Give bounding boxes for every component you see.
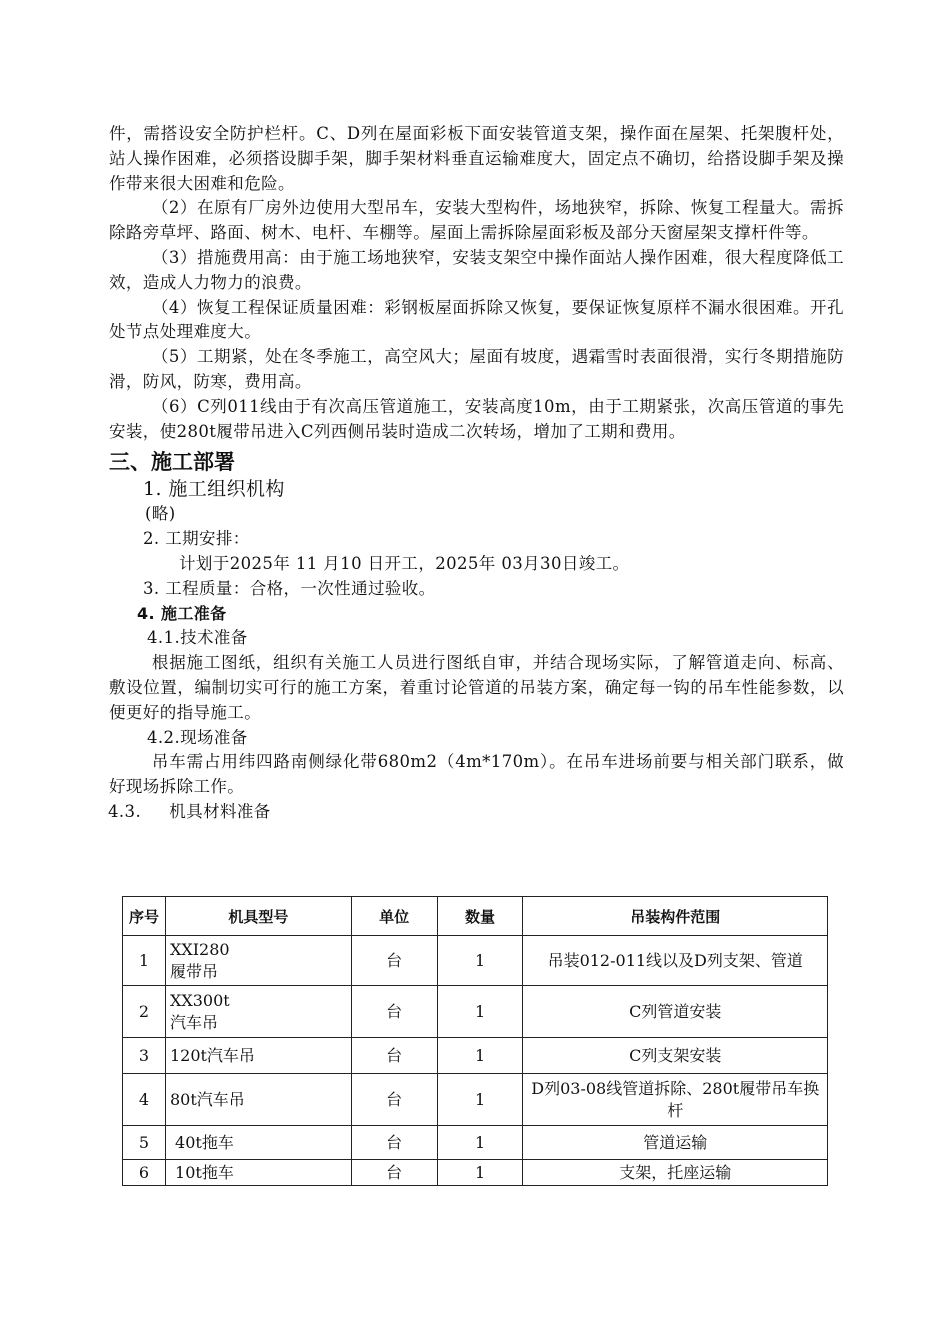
heading-site-prep: 4.2.现场准备 <box>147 727 248 747</box>
heading-quality: 3. 工程质量：合格，一次性通过验收。 <box>143 578 436 598</box>
table-row <box>123 936 828 986</box>
cell-unit: 台 <box>351 1126 437 1160</box>
cell-index: 2 <box>123 986 166 1038</box>
heading-schedule: 2. 工期安排： <box>143 529 250 549</box>
cell-index: 1 <box>123 936 166 986</box>
paragraph-item-4: （4）恢复工程保证质量困难：彩钢板屋面拆除又恢复，要保证恢复原样不漏水很困难。开孔处节点处理难度大。 <box>109 297 844 342</box>
heading-technical-prep: 4.1.技术准备 <box>147 628 248 648</box>
cell-qty: 1 <box>437 1074 523 1126</box>
cell-scope: D列03-08线管道拆除、280t履带吊车换杆 <box>523 1074 828 1126</box>
cell-scope: 吊装012-011线以及D列支架、管道 <box>523 936 828 986</box>
col-header-qty: 数量 <box>437 897 523 936</box>
paragraph-continued: 件，需搭设安全防护栏杆。C、D列在屋面彩板下面安装管道支架，操作面在屋架、托架腹杆处，站人操作困难，必须搭设脚手架，脚手架材料垂直运输难度大，固定点不确切，给搭设脚手架及操作带来很大困难和危险。 <box>109 124 844 193</box>
col-header-unit: 单位 <box>351 897 437 936</box>
cell-model: 80t汽车吊 <box>165 1074 351 1126</box>
cell-scope: 支架，托座运输 <box>523 1160 828 1186</box>
col-header-scope: 吊装构件范围 <box>523 897 828 936</box>
cell-unit: 台 <box>351 1074 437 1126</box>
cell-index: 5 <box>123 1126 166 1160</box>
cell-model: XX300t 汽车吊 <box>165 986 351 1038</box>
table-row <box>123 986 828 1038</box>
heading-preparation: 4. 施工准备 <box>137 603 227 623</box>
document-body <box>109 122 844 825</box>
cell-unit: 台 <box>351 1038 437 1074</box>
schedule-text: 计划于2025年 11 月10 日开工，2025年 03月30日竣工。 <box>179 553 630 573</box>
cell-qty: 1 <box>437 1038 523 1074</box>
equipment-table <box>122 896 828 1186</box>
table-row <box>123 1074 828 1126</box>
paragraph-item-5: （5）工期紧，处在冬季施工，高空风大；屋面有坡度，遇霜雪时表面很滑，实行冬期措施防滑，防风，防寒，费用高。 <box>109 347 844 391</box>
cell-qty: 1 <box>437 936 523 986</box>
cell-unit: 台 <box>351 1160 437 1186</box>
table-row <box>123 1160 828 1186</box>
cell-qty: 1 <box>437 1126 523 1160</box>
cell-model: XXI280 履带吊 <box>165 936 351 986</box>
note-omitted: (略) <box>145 504 176 524</box>
cell-unit: 台 <box>351 936 437 986</box>
table-row <box>123 1038 828 1074</box>
cell-qty: 1 <box>437 986 523 1038</box>
cell-index: 4 <box>123 1074 166 1126</box>
cell-scope: C列管道安装 <box>523 986 828 1038</box>
cell-scope: 管道运输 <box>523 1126 828 1160</box>
cell-index: 3 <box>123 1038 166 1074</box>
cell-model: 40t拖车 <box>165 1126 351 1160</box>
paragraph-item-3: （3）措施费用高：由于施工场地狭窄，安装支架空中操作面站人操作困难，很大程度降低工效，造成人力物力的浪费。 <box>109 247 844 292</box>
section-title: 三、施工部署 <box>109 450 235 475</box>
technical-prep-text: 根据施工图纸，组织有关施工人员进行图纸自审，并结合现场实际，了解管道走向、标高、敷设位置，编制切实可行的施工方案，着重讨论管道的吊装方案，确定每一钩的吊车性能参数，以便更好的指导施工。 <box>109 653 844 722</box>
heading-equipment-prep: 4.3. 机具材料准备 <box>108 801 271 821</box>
cell-model: 120t汽车吊 <box>165 1038 351 1074</box>
cell-scope: C列支架安装 <box>523 1038 828 1074</box>
col-header-model: 机具型号 <box>165 897 351 936</box>
site-prep-text: 吊车需占用纬四路南侧绿化带680m2（4m*170m）。在吊车进场前要与相关部门联系，做好现场拆除工作。 <box>109 752 844 797</box>
cell-unit: 台 <box>351 986 437 1038</box>
paragraph-item-6: （6）C列011线由于有次高压管道施工，安装高度10m，由于工期紧张，次高压管道的事先安装，使280t履带吊进入C列西侧吊装时造成二次转场，增加了工期和费用。 <box>109 396 844 441</box>
paragraph-item-2: （2）在原有厂房外边使用大型吊车，安装大型构件，场地狭窄，拆除、恢复工程量大。需拆除路旁草坪、路面、树木、电杆、车棚等。屋面上需拆除屋面彩板及部分天窗屋架支撑杆件等。 <box>109 198 844 243</box>
cell-model: 10t拖车 <box>165 1160 351 1186</box>
heading-org-structure: 1. 施工组织机构 <box>143 478 285 501</box>
cell-qty: 1 <box>437 1160 523 1186</box>
table-row <box>123 1126 828 1160</box>
col-header-index: 序号 <box>123 897 166 936</box>
table-header-row <box>123 897 828 936</box>
cell-index: 6 <box>123 1160 166 1186</box>
